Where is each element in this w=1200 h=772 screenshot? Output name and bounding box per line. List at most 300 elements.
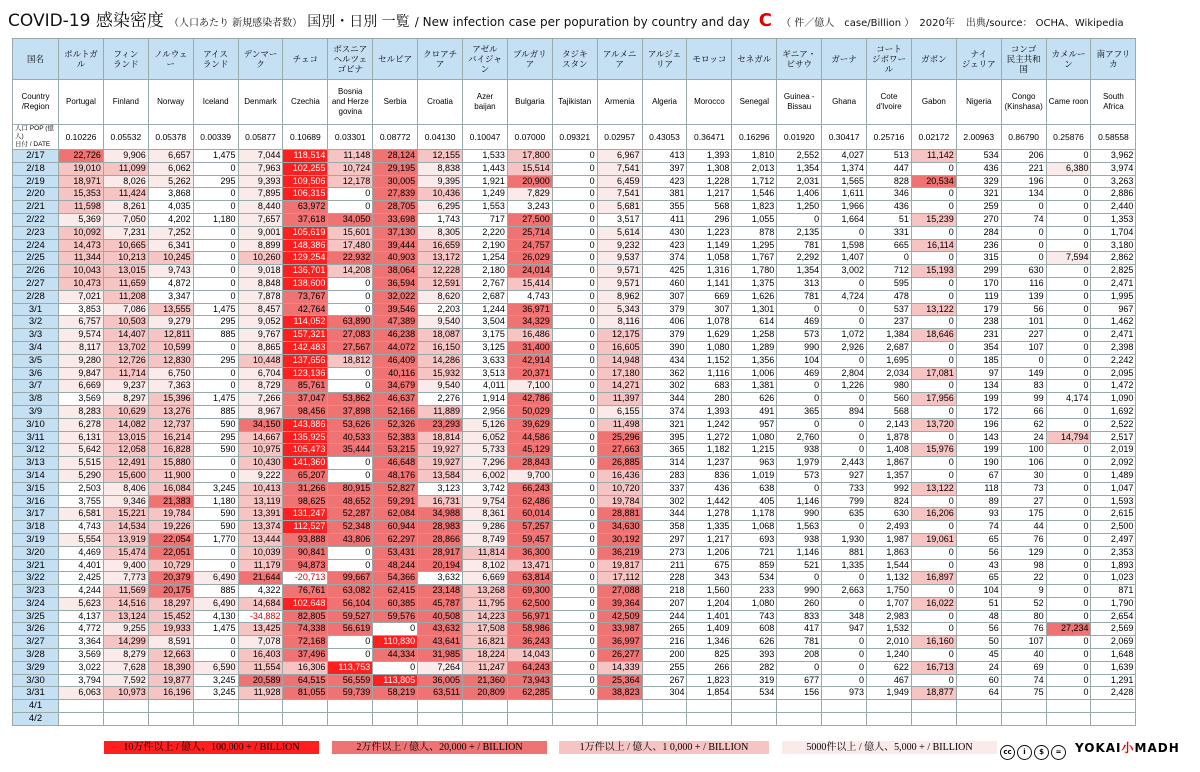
value-cell: 18,297 (148, 597, 193, 610)
value-cell: 1,080 (687, 341, 732, 354)
value-cell: 97 (956, 367, 1001, 380)
value-cell: 6,052 (463, 431, 508, 444)
value-cell: 10,092 (59, 226, 104, 239)
value-cell: 15,474 (103, 546, 148, 559)
value-cell: 43,641 (418, 636, 463, 649)
value-cell: 8,361 (463, 508, 508, 521)
value-cell: 0 (1046, 150, 1091, 163)
date-cell: 3/8 (13, 393, 59, 406)
value-cell (732, 713, 777, 726)
value-cell: 1,250 (777, 201, 822, 214)
value-cell: 14,208 (328, 265, 373, 278)
value-cell: 406 (642, 316, 687, 329)
value-cell: 9,255 (103, 623, 148, 636)
value-cell: 469 (777, 316, 822, 329)
value-cell: 6,062 (148, 162, 193, 175)
country-population: 0.01920 (777, 125, 822, 150)
country-name-en: Senegal (732, 80, 777, 125)
value-cell: 1,443 (463, 162, 508, 175)
value-cell: 10,665 (103, 239, 148, 252)
value-cell: 59,291 (373, 495, 418, 508)
value-cell: 2,440 (1091, 201, 1136, 214)
value-cell: 13,374 (238, 521, 283, 534)
value-cell: 20,379 (148, 572, 193, 585)
value-cell: 19,010 (59, 162, 104, 175)
value-cell: 9,540 (418, 380, 463, 393)
value-cell: 0 (911, 585, 956, 598)
value-cell: 990 (777, 585, 822, 598)
value-cell: 228 (642, 572, 687, 585)
value-cell: 1,080 (732, 597, 777, 610)
country-name-jp: コンゴ 民主共和国 (1001, 39, 1046, 80)
value-cell: 781 (777, 636, 822, 649)
value-cell: 11,795 (463, 597, 508, 610)
country-name-en: Bulgaria (507, 80, 552, 125)
value-cell: 80 (1001, 610, 1046, 623)
value-cell: 0 (1046, 405, 1091, 418)
value-cell: 781 (777, 239, 822, 252)
value-cell: 0 (193, 226, 238, 239)
value-cell: 0 (822, 354, 867, 367)
value-cell: 1,295 (732, 239, 777, 252)
value-cell: 7,264 (418, 661, 463, 674)
country-population: 0.07000 (507, 125, 552, 150)
value-cell: 0 (552, 188, 597, 201)
value-cell: 1,182 (687, 444, 732, 457)
logo-mid: 小 (1121, 741, 1135, 755)
value-cell: 16,605 (597, 341, 642, 354)
country-name-jp: カメルーン (1046, 39, 1091, 80)
value-cell: 231 (956, 329, 1001, 342)
value-cell: 23,293 (418, 418, 463, 431)
value-cell: 14,473 (59, 239, 104, 252)
date-cell: 3/18 (13, 521, 59, 534)
value-cell (687, 700, 732, 713)
value-cell: 36,997 (597, 636, 642, 649)
value-cell: 34,679 (373, 380, 418, 393)
country-population: 0.02172 (911, 125, 956, 150)
value-cell: 9,540 (418, 316, 463, 329)
value-cell: 0 (1046, 597, 1091, 610)
value-cell: 344 (642, 393, 687, 406)
value-cell: 337 (642, 482, 687, 495)
value-cell: 56,619 (328, 623, 373, 636)
value-cell: 677 (777, 674, 822, 687)
value-cell: 18,087 (418, 329, 463, 342)
value-cell: 74 (1001, 213, 1046, 226)
value-cell: 1,598 (822, 239, 867, 252)
value-cell: 295 (193, 175, 238, 188)
value-cell: 1,019 (732, 469, 777, 482)
value-cell: 18,224 (463, 649, 508, 662)
value-cell: 24 (956, 661, 1001, 674)
value-cell: 39,444 (373, 239, 418, 252)
header-country-en: Country /Region (13, 80, 59, 125)
value-cell: 436 (867, 201, 912, 214)
value-cell: 10,975 (238, 444, 283, 457)
value-cell: 1,893 (1091, 559, 1136, 572)
value-cell: 0 (1046, 226, 1091, 239)
value-cell: 28,843 (507, 457, 552, 470)
value-cell: 0 (1046, 367, 1091, 380)
value-cell: 2,013 (732, 162, 777, 175)
value-cell: 8,283 (59, 405, 104, 418)
value-cell: 104 (777, 354, 822, 367)
value-cell: 27 (1001, 495, 1046, 508)
date-cell: 2/28 (13, 290, 59, 303)
value-cell: 27,500 (507, 213, 552, 226)
value-cell: 51 (867, 213, 912, 226)
value-cell: 15,880 (148, 457, 193, 470)
date-cell: 3/15 (13, 482, 59, 495)
value-cell: 1,289 (732, 341, 777, 354)
value-cell: 21,383 (148, 495, 193, 508)
value-cell: 16,022 (911, 597, 956, 610)
value-cell: 14,684 (238, 597, 283, 610)
value-cell: 6,063 (59, 687, 104, 700)
value-cell: 20,900 (507, 175, 552, 188)
value-cell: 0 (1046, 649, 1091, 662)
legend-item: 2万件以上 / 億人、20,000 + / BILLION (332, 741, 547, 754)
value-cell: 51 (956, 597, 1001, 610)
value-cell: 118 (956, 482, 1001, 495)
value-cell (777, 713, 822, 726)
value-cell: 52,287 (328, 508, 373, 521)
value-cell: 362 (642, 367, 687, 380)
value-cell: 2,522 (1091, 418, 1136, 431)
value-cell (238, 700, 283, 713)
value-cell: 7,895 (238, 188, 283, 201)
value-cell: 2,398 (1091, 341, 1136, 354)
value-cell: 8,591 (148, 636, 193, 649)
value-cell: 129 (1001, 546, 1046, 559)
value-cell: 2,886 (1091, 188, 1136, 201)
value-cell: 430 (642, 226, 687, 239)
value-cell: 26,029 (507, 252, 552, 265)
date-cell: 3/17 (13, 508, 59, 521)
value-cell (822, 713, 867, 726)
value-cell: 11,344 (59, 252, 104, 265)
value-cell: 3,002 (822, 265, 867, 278)
value-cell: 3,742 (463, 482, 508, 495)
value-cell: 99,667 (328, 572, 373, 585)
value-cell: 0 (328, 380, 373, 393)
value-cell: 9,395 (418, 175, 463, 188)
value-cell: 733 (822, 482, 867, 495)
value-cell: 2,615 (1091, 508, 1136, 521)
value-cell: 1,068 (732, 521, 777, 534)
value-cell: 0 (1046, 175, 1091, 188)
value-cell: 6,341 (148, 239, 193, 252)
value-cell: 0 (552, 610, 597, 623)
value-cell: 1,058 (687, 252, 732, 265)
value-cell (59, 700, 104, 713)
value-cell: 0 (911, 405, 956, 418)
value-cell: 18,971 (59, 175, 104, 188)
country-name-jp: 南アフリカ (1091, 39, 1136, 80)
value-cell: 0 (552, 597, 597, 610)
value-cell: 14,667 (238, 431, 283, 444)
value-cell: 9,232 (597, 239, 642, 252)
value-cell (642, 700, 687, 713)
nc-icon: $ (1034, 745, 1049, 760)
value-cell: 40 (1001, 649, 1046, 662)
value-cell: 0 (552, 226, 597, 239)
table-row (13, 329, 1136, 342)
country-name-en: Bosnia and Herze govina (328, 80, 373, 125)
date-cell: 2/19 (13, 175, 59, 188)
value-cell: 10,413 (238, 482, 283, 495)
value-cell: 3,962 (1091, 150, 1136, 163)
value-cell: 157,321 (283, 329, 328, 342)
nd-icon: = (1051, 745, 1066, 760)
value-cell: 0 (777, 482, 822, 495)
value-cell: 1,301 (732, 303, 777, 316)
value-cell: 0 (867, 252, 912, 265)
value-cell: 73,943 (507, 674, 552, 687)
table-row (13, 521, 1136, 534)
value-cell: 63,082 (328, 585, 373, 598)
value-cell: 22,054 (148, 533, 193, 546)
value-cell: 36,971 (507, 303, 552, 316)
value-cell: 0 (193, 265, 238, 278)
value-cell: 48 (956, 610, 1001, 623)
value-cell: 2,687 (867, 341, 912, 354)
country-population: 0.08772 (373, 125, 418, 150)
value-cell: 52,348 (328, 521, 373, 534)
value-cell: 513 (867, 150, 912, 163)
value-cell: 1,006 (732, 367, 777, 380)
value-cell: 8,102 (463, 559, 508, 572)
value-cell: 957 (732, 418, 777, 431)
value-cell: 1,462 (1091, 316, 1136, 329)
value-cell: 43 (956, 559, 1001, 572)
value-cell: 216 (642, 636, 687, 649)
value-cell: 8,749 (463, 533, 508, 546)
value-cell: 1,354 (777, 162, 822, 175)
value-cell: 14,286 (418, 354, 463, 367)
value-cell: 1,141 (687, 277, 732, 290)
value-cell: 1,767 (732, 252, 777, 265)
value-cell: 14,339 (597, 661, 642, 674)
value-cell: 1,409 (687, 623, 732, 636)
value-cell (777, 700, 822, 713)
value-cell: 381 (642, 188, 687, 201)
value-cell: 66,243 (507, 482, 552, 495)
value-cell: 3,974 (1091, 162, 1136, 175)
value-cell: 42,914 (507, 354, 552, 367)
value-cell: 9,537 (597, 252, 642, 265)
value-cell: 638 (732, 482, 777, 495)
value-cell: 104 (956, 585, 1001, 598)
value-cell (822, 700, 867, 713)
value-cell: 0 (193, 649, 238, 662)
value-cell: 315 (956, 252, 1001, 265)
value-cell: 0 (777, 418, 822, 431)
table-row (13, 162, 1136, 175)
value-cell (418, 713, 463, 726)
value-cell: 2,552 (777, 150, 822, 163)
value-cell: 8,117 (59, 341, 104, 354)
value-cell: 2,767 (463, 277, 508, 290)
value-cell: 28,983 (418, 521, 463, 534)
value-cell: 825 (687, 649, 732, 662)
value-cell: 7,296 (463, 457, 508, 470)
value-cell: 992 (867, 482, 912, 495)
value-cell: 218 (642, 585, 687, 598)
country-name-jp: デンマーク (238, 39, 283, 80)
value-cell: 1,921 (463, 175, 508, 188)
value-cell (1046, 713, 1091, 726)
value-cell: 0 (328, 649, 373, 662)
value-cell: 0 (1046, 444, 1091, 457)
value-cell: 1,354 (777, 265, 822, 278)
value-cell: 295 (193, 431, 238, 444)
value-cell: 113,753 (328, 661, 373, 674)
value-cell: 1,407 (822, 252, 867, 265)
value-cell: 0 (777, 661, 822, 674)
value-cell: 34,329 (507, 316, 552, 329)
value-cell: 1,930 (822, 533, 867, 546)
value-cell: 1,258 (732, 329, 777, 342)
value-cell (507, 713, 552, 726)
value-cell: 0 (777, 572, 822, 585)
value-cell: 4,137 (59, 610, 104, 623)
value-cell: 297 (642, 533, 687, 546)
value-cell: 0 (552, 508, 597, 521)
value-cell: 60 (956, 674, 1001, 687)
value-cell: 534 (732, 572, 777, 585)
value-cell: 0 (1001, 201, 1046, 214)
country-name-en: Ghana (822, 80, 867, 125)
value-cell: 99 (1001, 393, 1046, 406)
value-cell: 19,927 (418, 457, 463, 470)
value-cell: 0 (822, 226, 867, 239)
value-cell: 4,130 (193, 610, 238, 623)
value-cell: 2,471 (1091, 277, 1136, 290)
date-cell: 3/22 (13, 572, 59, 585)
value-cell: 14,516 (103, 597, 148, 610)
value-cell: 1,078 (687, 316, 732, 329)
value-cell: 626 (732, 636, 777, 649)
value-cell: 44,586 (507, 431, 552, 444)
value-cell: 11,659 (103, 277, 148, 290)
value-cell: 10,599 (148, 341, 193, 354)
value-cell: 69 (1001, 661, 1046, 674)
value-cell: 11,247 (463, 661, 508, 674)
value-cell: 10,503 (103, 316, 148, 329)
value-cell: 1,914 (463, 393, 508, 406)
value-cell: 7,657 (238, 213, 283, 226)
table-row (13, 226, 1136, 239)
table-row (13, 495, 1136, 508)
value-cell: 436 (687, 482, 732, 495)
value-cell: 0 (328, 636, 373, 649)
value-cell: 0 (552, 687, 597, 700)
value-cell: 5,126 (463, 418, 508, 431)
value-cell: 85,761 (283, 380, 328, 393)
value-cell: 74 (1001, 674, 1046, 687)
value-cell: 0 (911, 226, 956, 239)
value-cell: 22,932 (328, 252, 373, 265)
table-row (13, 585, 1136, 598)
value-cell: 66 (1001, 405, 1046, 418)
country-name-en: Denmark (238, 80, 283, 125)
value-cell: 1,546 (732, 188, 777, 201)
table-row (13, 636, 1136, 649)
value-cell: 0 (193, 559, 238, 572)
value-cell: 622 (867, 661, 912, 674)
value-cell (597, 700, 642, 713)
value-cell: 0 (328, 457, 373, 470)
table-row (13, 508, 1136, 521)
value-cell: 0 (1046, 521, 1091, 534)
value-cell: 14,948 (597, 354, 642, 367)
value-cell: 9,767 (238, 329, 283, 342)
value-cell: 0 (1046, 687, 1091, 700)
value-cell: -34,882 (238, 610, 283, 623)
value-cell: 4,322 (238, 585, 283, 598)
value-cell: 58,219 (373, 687, 418, 700)
value-cell: 9,001 (238, 226, 283, 239)
value-cell: 2,825 (1091, 265, 1136, 278)
date-cell: 3/20 (13, 546, 59, 559)
value-cell: 27,083 (328, 329, 373, 342)
value-cell: 94,873 (283, 559, 328, 572)
value-cell: 2,180 (463, 265, 508, 278)
value-cell: 307 (687, 303, 732, 316)
value-cell: 156 (777, 687, 822, 700)
value-cell: 0 (822, 444, 867, 457)
value-cell: 10,260 (238, 252, 283, 265)
title-source: 出典/source： OCHA、Wikipedia (965, 18, 1124, 29)
value-cell: 0 (552, 559, 597, 572)
value-cell: 1,272 (687, 431, 732, 444)
value-cell: 2,493 (867, 521, 912, 534)
table-row (13, 303, 1136, 316)
value-cell: 1,206 (687, 546, 732, 559)
country-name-en: Iceland (193, 80, 238, 125)
title-main: COVID-19 感染密度 (8, 11, 164, 31)
value-cell: 1,291 (1091, 674, 1136, 687)
value-cell: 142,483 (283, 341, 328, 354)
date-cell: 3/10 (13, 418, 59, 431)
value-cell: 0 (1046, 341, 1091, 354)
value-cell: 10,213 (103, 252, 148, 265)
table-row (13, 175, 1136, 188)
value-cell: 8,620 (418, 290, 463, 303)
value-cell: 1,204 (687, 597, 732, 610)
value-cell: 15,452 (148, 610, 193, 623)
value-cell: 18,814 (418, 431, 463, 444)
value-cell: 2,804 (822, 367, 867, 380)
value-cell: 947 (822, 623, 867, 636)
value-cell: 3,022 (59, 661, 104, 674)
date-cell: 3/21 (13, 559, 59, 572)
value-cell: 2,425 (59, 572, 104, 585)
value-cell: 42,764 (283, 303, 328, 316)
value-cell: 31,985 (418, 649, 463, 662)
title-mark: C (758, 10, 773, 31)
value-cell: 9,571 (597, 277, 642, 290)
table-row (13, 405, 1136, 418)
value-cell: 12,228 (418, 265, 463, 278)
value-cell: 7,878 (238, 290, 283, 303)
by-icon: i (1017, 745, 1032, 760)
country-name-jp: アルジェ リア (642, 39, 687, 80)
value-cell: 65 (956, 533, 1001, 546)
value-cell: 295 (193, 316, 238, 329)
